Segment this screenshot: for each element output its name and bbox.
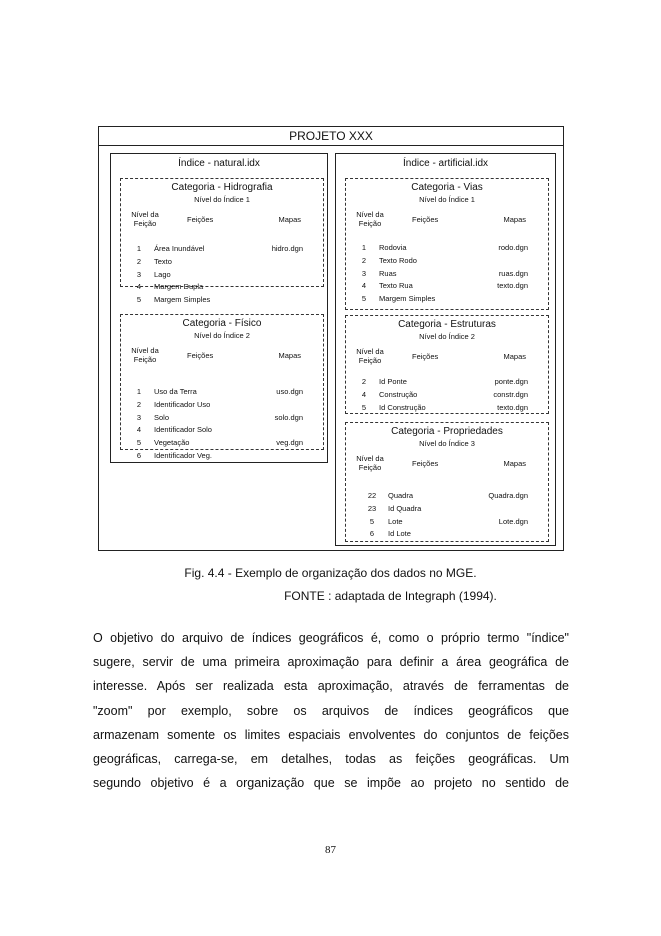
feature-map: Lote.dgn xyxy=(498,516,528,526)
column-header-level: Nível da Feição xyxy=(356,347,384,365)
feature-name: Ruas xyxy=(379,268,397,278)
paragraph-line: segundo objetivo é a organização que se impõe ao projeto no sentido de xyxy=(93,776,569,791)
feature-map: texto.dgn xyxy=(497,402,528,412)
project-title: PROJETO XXX xyxy=(99,127,563,146)
feature-level: 2 xyxy=(136,256,142,266)
feature-name: Quadra xyxy=(388,491,414,500)
category-name: Categoria - Físico xyxy=(182,318,262,329)
feature-name: Margem Dupla xyxy=(154,282,204,292)
feature-name: Texto Rua xyxy=(379,281,413,291)
column-header-maps: Mapas xyxy=(278,215,301,224)
feature-name: Texto xyxy=(154,256,172,266)
category-box xyxy=(345,315,549,414)
column-header-level: Nível da Feição xyxy=(356,210,384,228)
paragraph-line: O objetivo do arquivo de índices geográficos é, como o próprio termo "índice" xyxy=(93,631,569,645)
category-name: Categoria - Propriedades xyxy=(391,426,503,437)
feature-level: 5 xyxy=(369,516,375,526)
project-figure xyxy=(98,126,564,551)
page-number: 87 xyxy=(325,844,336,856)
feature-map: uso.dgn xyxy=(276,387,303,396)
column-header-maps: Mapas xyxy=(503,459,526,468)
column-header-level: Nível da Feição xyxy=(131,210,159,228)
feature-map: ruas.dgn xyxy=(498,268,528,278)
feature-level: 4 xyxy=(136,282,142,292)
feature-level: 3 xyxy=(361,268,367,278)
column-header-level: Nível da Feição xyxy=(131,346,159,364)
feature-name: Margem Simples xyxy=(154,295,211,305)
feature-level: 23 xyxy=(367,503,377,513)
paragraph-line: sugere, servir de uma primeira aproximação para definir a área geográfica de xyxy=(93,655,569,670)
feature-map: Quadra.dgn xyxy=(488,491,528,500)
feature-name: Margem Simples xyxy=(379,294,436,304)
feature-map: ponte.dgn xyxy=(494,377,528,386)
feature-level: 1 xyxy=(136,387,142,396)
feature-level: 5 xyxy=(361,402,367,412)
feature-name: Área Inundável xyxy=(154,244,205,253)
feature-name: Uso da Terra xyxy=(154,387,197,396)
column-header-features: Feições xyxy=(187,215,214,224)
paragraph-line: armazenam somente os limites espaciais envolventes do conjuntos de feições xyxy=(93,727,569,742)
feature-level: 4 xyxy=(136,425,142,435)
feature-name: Rodovia xyxy=(379,243,407,252)
index-level: Nível do Índice 2 xyxy=(419,332,475,341)
feature-name: Id Ponte xyxy=(379,377,407,386)
category-name: Categoria - Estruturas xyxy=(398,319,496,330)
feature-name: Lote xyxy=(388,516,403,526)
figure-source: FONTE : adaptada de Integraph (1994). xyxy=(284,589,497,603)
feature-name: Identificador Uso xyxy=(154,399,211,409)
paragraph-line: interesse. Após ser realizada esta aproximação, através de ferramentas de xyxy=(93,679,569,694)
artificial-index-panel xyxy=(335,153,556,546)
feature-map: solo.dgn xyxy=(274,412,303,422)
paragraph-line: geográficas, carrega-se, em detalhes, todas as feições geográficas. Um xyxy=(93,752,569,766)
feature-level: 2 xyxy=(136,399,142,409)
column-header-features: Feições xyxy=(412,352,439,361)
figure-caption: Fig. 4.4 - Exemplo de organização dos dados no MGE. xyxy=(184,566,477,580)
natural-index-title: Índice - natural.idx xyxy=(178,158,260,169)
category-name: Categoria - Vias xyxy=(411,182,483,193)
index-level: Nível do Índice 2 xyxy=(194,331,250,340)
column-header-maps: Mapas xyxy=(503,215,526,224)
feature-map: veg.dgn xyxy=(276,438,303,448)
feature-name: Lago xyxy=(154,269,171,279)
category-box xyxy=(120,178,324,305)
feature-level: 3 xyxy=(136,269,142,279)
feature-level: 5 xyxy=(136,438,142,448)
feature-name: Id Quadra xyxy=(388,503,422,513)
category-box xyxy=(120,314,324,460)
feature-level: 4 xyxy=(361,281,367,291)
artificial-index-title: Índice - artificial.idx xyxy=(402,158,489,169)
feature-map: texto.dgn xyxy=(497,281,528,291)
feature-name: Texto Rodo xyxy=(379,255,417,265)
natural-index-panel xyxy=(110,153,328,463)
feature-level: 1 xyxy=(361,243,367,252)
feature-level: 3 xyxy=(136,412,142,422)
feature-level: 1 xyxy=(136,244,142,253)
feature-level: 5 xyxy=(136,295,142,305)
feature-name: Solo xyxy=(154,412,170,422)
feature-map: hidro.dgn xyxy=(271,244,303,253)
category-box xyxy=(345,178,549,310)
column-header-features: Feições xyxy=(412,215,439,224)
feature-level: 5 xyxy=(361,294,367,304)
feature-level: 2 xyxy=(361,377,367,386)
index-level: Nível do Índice 1 xyxy=(419,195,475,204)
column-header-features: Feições xyxy=(412,459,439,468)
feature-level: 6 xyxy=(136,451,142,460)
column-header-maps: Mapas xyxy=(503,352,526,361)
feature-map: constr.dgn xyxy=(493,389,528,399)
category-name: Categoria - Hidrografia xyxy=(171,182,273,193)
feature-level: 4 xyxy=(361,389,367,399)
index-level: Nível do Índice 3 xyxy=(419,439,475,448)
feature-name: Construção xyxy=(379,389,418,399)
feature-name: Identificador Veg. xyxy=(154,451,212,460)
feature-level: 22 xyxy=(367,491,377,500)
feature-level: 2 xyxy=(361,255,367,265)
column-header-level: Nível da Feição xyxy=(356,454,384,472)
feature-name: Id Construção xyxy=(379,402,426,412)
feature-level: 6 xyxy=(369,529,375,539)
index-level: Nível do Índice 1 xyxy=(194,195,250,204)
feature-name: Id Lote xyxy=(388,529,411,539)
feature-name: Vegetação xyxy=(154,438,190,448)
feature-name: Identificador Solo xyxy=(154,425,212,435)
column-header-maps: Mapas xyxy=(278,351,301,360)
column-header-features: Feições xyxy=(187,351,214,360)
feature-map: rodo.dgn xyxy=(498,243,528,252)
category-box xyxy=(345,422,549,542)
paragraph-line: "zoom" por exemplo, sobre os arquivos de índices geográficos que xyxy=(93,703,569,718)
